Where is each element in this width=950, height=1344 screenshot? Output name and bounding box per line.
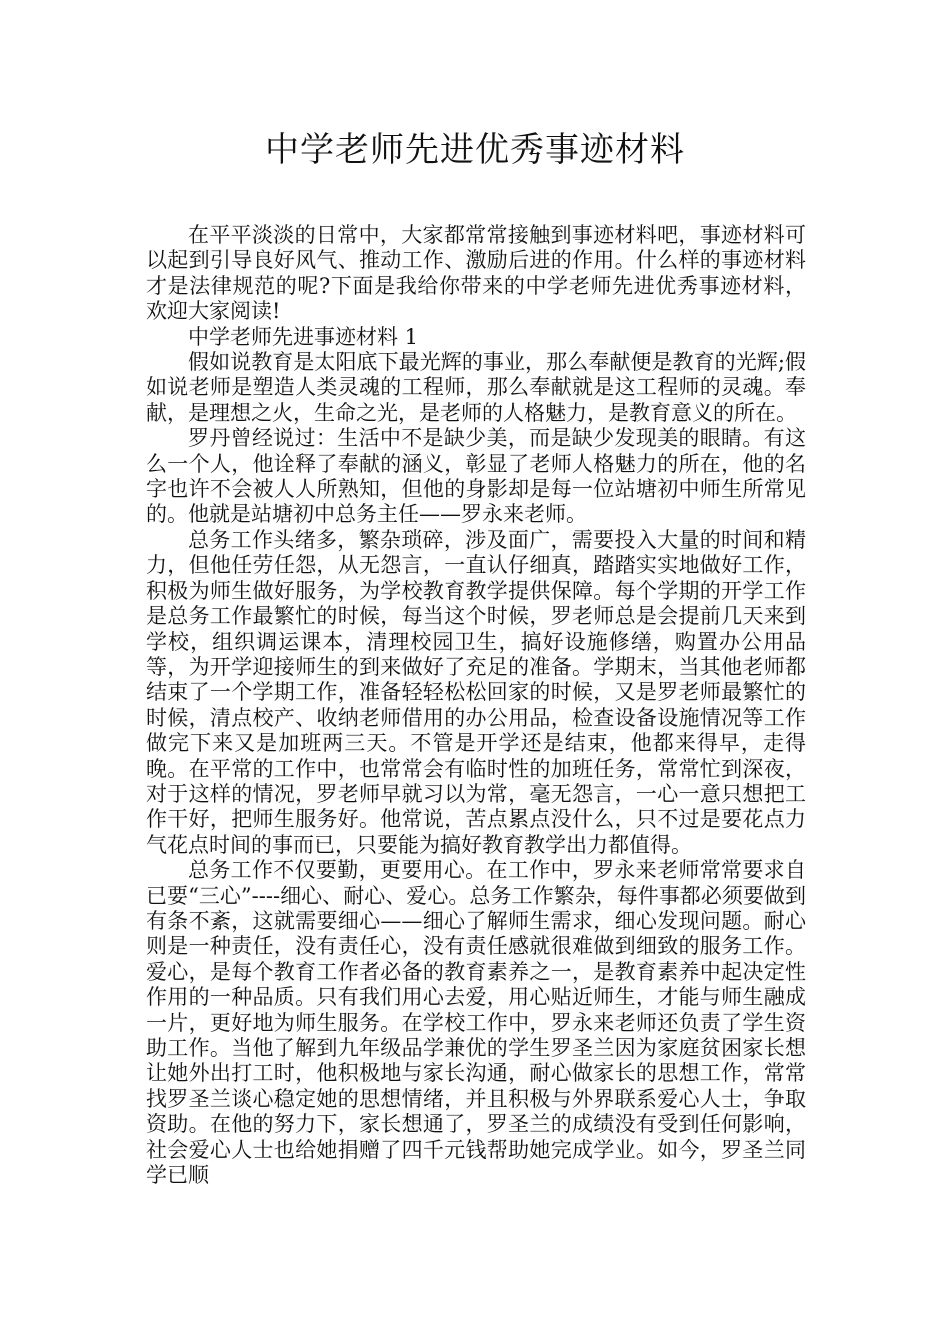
body-paragraph: 总务工作头绪多，繁杂琐碎，涉及面广，需要投入大量的时间和精力，但他任劳任怨，从无怨言，一直认仔细真，踏踏实实地做好工作，积极为师生做好服务，为学校教育教学提供保障。每个学期的开学工作是总务工作最繁忙的时候，每当这个时候，罗老师总是会提前几天来到学校，组织调运课本，清理校园卫生，搞好设施修缮，购置办公用品等，为开学迎接师生的到来做好了充足的准备。学期末，当其他老师都结束了一个学期工作，准备轻轻松松回家的时候，又是罗老师最繁忙的时候，清点校产、收纳老师借用的办公用品，检查设备设施情况等工作做完下来又是加班两三天。不管是开学还是结束，他都来得早，走得晚。在平常的工作中，也常常会有临时性的加班任务，常常忙到深夜，对于这样的情况，罗老师早就习以为常，毫无怨言，一心一意只想把工作干好，把师生服务好。他常说，苦点累点没什么，只不过是要花点力气花点时间的事而已，只要能为搞好教育教学出力都值得。 — [146, 527, 806, 857]
body-paragraph: 假如说教育是太阳底下最光辉的事业，那么奉献便是教育的光辉;假如说老师是塑造人类灵魂的工程师，那么奉献就是这工程师的灵魂。奉献，是理想之火，生命之光，是老师的人格魅力，是教育意义的所在。 — [146, 350, 806, 425]
body-paragraph: 总务工作不仅要勤，更要用心。在工作中，罗永来老师常常要求自已要“三心”----细心、耐心、爱心。总务工作繁杂，每件事都必须要做到有条不紊，这就需要细心——细心了解师生需求，细心发现问题。耐心则是一种责任，没有责任心，没有责任感就很难做到细致的服务工作。爱心，是每个教育工作者必备的教育素养之一，是教育素养中起决定性作用的一种品质。只有我们用心去爱，用心贴近师生，才能与师生融成一片，更好地为师生服务。在学校工作中，罗永来老师还负责了学生资助工作。当他了解到九年级品学兼优的学生罗圣兰因为家庭贫困家长想让她外出打工时，他积极地与家长沟通，耐心做家长的思想工作，常常找罗圣兰谈心稳定她的思想情绪，并且积极与外界联系爱心人士，争取资助。在他的努力下，家长想通了，罗圣兰的成绩没有受到任何影响，社会爱心人士也给她捐赠了四千元钱帮助她完成学业。如今，罗圣兰同学已顺 — [146, 858, 806, 1188]
body-paragraph: 罗丹曾经说过：生活中不是缺少美，而是缺少发现美的眼睛。有这么一个人，他诠释了奉献的涵义，彰显了老师人格魅力的所在，他的名字也许不会被人人所熟知，但他的身影却是每一位站塘初中师生所常见的。他就是站塘初中总务主任——罗永来老师。 — [146, 426, 806, 527]
intro-paragraph: 在平平淡淡的日常中，大家都常常接触到事迹材料吧，事迹材料可以起到引导良好风气、推动工作、激励后进的作用。什么样的事迹材料才是法律规范的呢?下面是我给你带来的中学老师先进优秀事迹材料，欢迎大家阅读! — [146, 223, 806, 324]
document-body — [146, 223, 806, 1188]
page-title: 中学老师先进优秀事迹材料 — [265, 130, 685, 170]
section-heading: 中学老师先进事迹材料 1 — [188, 324, 419, 349]
